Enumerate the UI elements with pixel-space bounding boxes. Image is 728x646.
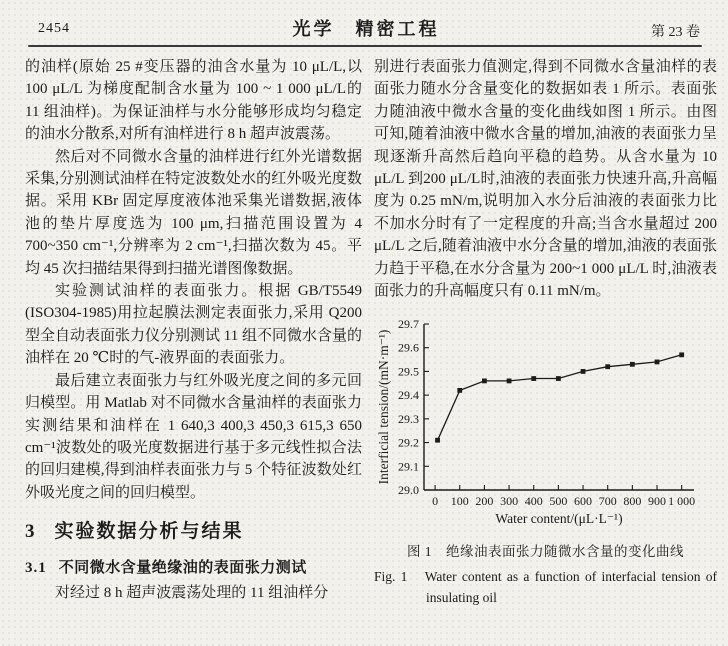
chart-container <box>376 314 717 537</box>
svg-text:900: 900 <box>648 494 667 509</box>
svg-text:300: 300 <box>500 494 519 509</box>
paragraph: 实验测试油样的表面张力。根据 GB/T5549 (ISO304-1985)用拉起膜法测定表面张力,采用 Q200 型全自动表面张力仪分别测试 11 组不同微水含量的油样在 20 ℃时的气-液界面的表面张力。 <box>25 283 362 367</box>
subsection-number: 3.1 <box>25 559 47 576</box>
section-heading <box>25 521 362 543</box>
paragraph: 别进行表面张力值测定,得到不同微水含量油样的表面张力随水分含量变化的数据如表 1 所示。表面张力随油液中微水含量的变化曲线如图 1 所示。由图可知,随着油液中微水含量的增加,油液的表面张力呈现逐渐升高然后趋向平稳的趋势。从含水量为 10 μL/L 到200 μL/L时,油液的表面张力快速升高,升高幅度为 0.25 mN/m,说明加入水分后油液的表面张力比不加水分时有了一定程度的升高;当含水量超过 200 μL/L 之后,随着油液中水分含量的增加,油液的表面张力趋于平稳,在水分含量为 200~1 000 μL/L 时,油液表面张力的升高幅度只有 0.11 mN/m。 <box>374 59 717 300</box>
left-column <box>25 56 362 604</box>
svg-text:29.5: 29.5 <box>398 364 419 379</box>
svg-text:800: 800 <box>623 494 642 509</box>
figure-caption <box>374 541 717 608</box>
svg-text:29.4: 29.4 <box>398 388 419 403</box>
figure-caption-en: Fig. 1 Water content as a function of interfacial tension of insulating oil <box>374 569 717 606</box>
svg-text:500: 500 <box>549 494 568 509</box>
page-number: 2454 <box>38 21 70 36</box>
figure-1 <box>374 314 717 608</box>
svg-text:100: 100 <box>450 494 469 509</box>
svg-text:29.6: 29.6 <box>398 341 419 356</box>
interfacial-tension-line-chart <box>376 314 710 530</box>
svg-text:29.3: 29.3 <box>398 412 419 427</box>
page-header <box>30 13 702 43</box>
svg-text:1 000: 1 000 <box>668 494 696 509</box>
journal-title: 光学 精密工程 <box>292 19 440 39</box>
header-rule <box>28 45 702 47</box>
svg-text:400: 400 <box>524 494 543 509</box>
figure-caption-zh: 图 1 绝缘油表面张力随微水含量的变化曲线 <box>406 543 685 559</box>
svg-text:0: 0 <box>432 494 439 509</box>
svg-text:29.7: 29.7 <box>398 317 419 332</box>
section-title: 实验数据分析与结果 <box>54 521 244 543</box>
svg-text:29.1: 29.1 <box>398 459 419 474</box>
svg-text:700: 700 <box>598 494 617 509</box>
svg-text:Water content/(μL·L⁻¹): Water content/(μL·L⁻¹) <box>495 511 623 527</box>
svg-text:Interficial tension/(mN·m⁻¹): Interficial tension/(mN·m⁻¹) <box>376 330 391 485</box>
paragraph: 对经过 8 h 超声波震荡处理的 11 组油样分 <box>55 584 329 601</box>
subsection-heading <box>25 557 362 579</box>
volume-label: 第 23 卷 <box>651 25 700 40</box>
paragraph: 然后对不同微水含量的油样进行红外光谱数据采集,分别测试油样在特定波数处水的红外吸光度数据。采用 KBr 固定厚度液体池采集光谱数据,液体池的垫片厚度选为 100 μm,扫描范围设置为 4 700~350 cm⁻¹,分辨率为 2 cm⁻¹,扫描次数为 45。平均 45 次扫描结果得到扫描光谱图像数据。 <box>25 148 362 277</box>
svg-text:29.0: 29.0 <box>398 483 419 498</box>
svg-text:29.2: 29.2 <box>398 436 419 451</box>
subsection-title: 不同微水含量绝缘油的表面张力测试 <box>58 559 307 576</box>
right-column <box>374 56 717 608</box>
paragraph: 的油样(原始 25 #变压器的油含水量为 10 μL/L,以 100 μL/L 为梯度配制含水量为 100 ~ 1 000 μL/L的 11 组油样)。为保证油样与水分能够形成均匀稳定的油水分散系,对所有油样进行 8 h 超声波震荡。 <box>25 59 362 143</box>
svg-text:200: 200 <box>475 494 494 509</box>
svg-text:600: 600 <box>574 494 593 509</box>
paragraph: 最后建立表面张力与红外吸光度之间的多元回归模型。用 Matlab 对不同微水含量油样的表面张力实测结果和油样在 1 640,3 400,3 450,3 615,3 650 cm⁻¹波数处的吸光度数据进行基于多元线性拟合法的回归建模,得到油样表面张力与 5 个特征波数处红外吸光度之间的回归模型。 <box>25 372 362 501</box>
section-number: 3 <box>25 521 35 543</box>
